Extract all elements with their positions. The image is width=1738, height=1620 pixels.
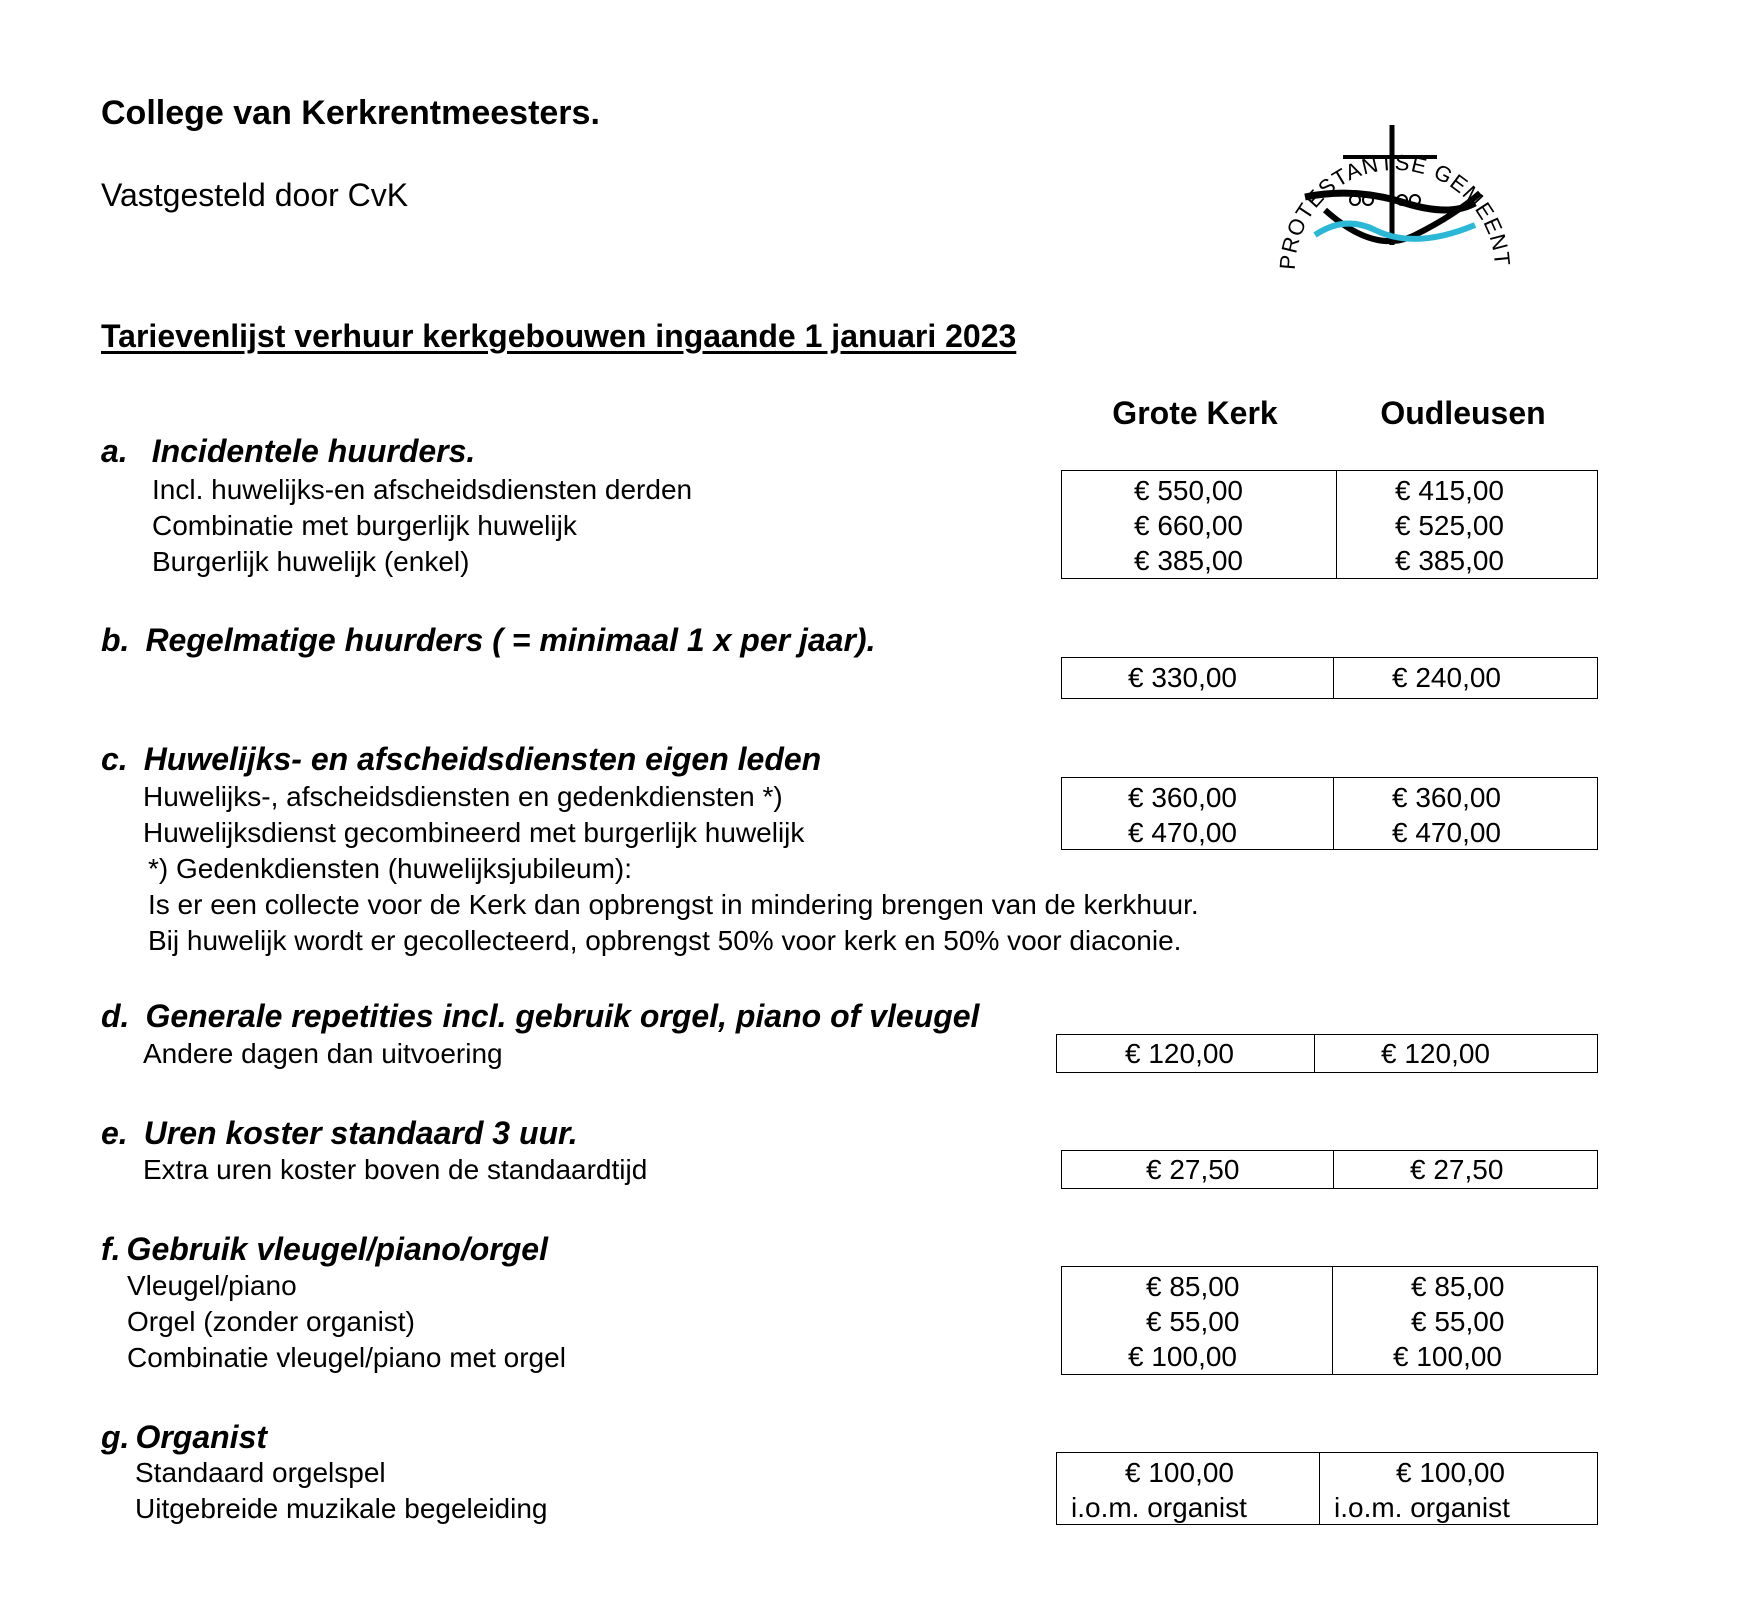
price-cell: € 100,00 [1128,1341,1237,1372]
section-d-price-box [1056,1034,1598,1073]
row-label: Burgerlijk huwelijk (enkel) [152,546,470,577]
price-cell: € 660,00 [1134,510,1243,541]
section-title: Incidentele huurders. [151,433,476,469]
section-letter: b. [101,622,130,658]
price-cell: € 120,00 [1125,1038,1234,1069]
oudleusen-prices [1336,471,1597,578]
oudleusen-prices [1332,1267,1597,1374]
section-a-price-box [1061,470,1598,579]
footnote-line: Is er een collecte voor de Kerk dan opbrengst in mindering brengen van de kerkhuur. [148,889,1199,920]
column-header-oudleusen: Oudleusen [1380,395,1546,431]
section-d-heading [101,998,979,1035]
section-c-price-box [1061,777,1598,850]
footnote-line: Bij huwelijk wordt er gecollecteerd, opbrengst 50% voor kerk en 50% voor diaconie. [148,925,1182,956]
grote-kerk-prices [1062,658,1333,698]
row-label: Huwelijksdienst gecombineerd met burgerlijk huwelijk [143,817,805,848]
section-letter: c. [101,741,128,777]
section-a-labels [152,472,692,580]
grote-kerk-prices [1062,471,1336,578]
price-cell: € 360,00 [1128,782,1237,813]
svg-text:PROTESTANTSE GEMEENTE TE DALFS: PROTESTANTSE GEMEENT [1274,149,1516,271]
price-cell: € 100,00 [1393,1341,1502,1372]
section-title: Organist [135,1419,268,1455]
price-cell: € 100,00 [1125,1457,1234,1488]
price-cell: i.o.m. organist [1334,1492,1510,1523]
price-cell: € 55,00 [1411,1306,1505,1337]
price-cell: € 240,00 [1392,662,1501,693]
section-letter: g. [101,1419,130,1455]
oudleusen-prices [1319,1453,1597,1524]
church-logo-icon [1265,85,1530,285]
price-cell: € 27,50 [1410,1154,1504,1185]
section-title: Gebruik vleugel/piano/orgel [126,1231,548,1267]
section-a-heading [101,433,475,470]
section-title: Uren koster standaard 3 uur. [143,1115,578,1151]
section-g-labels [135,1455,547,1527]
price-cell: € 360,00 [1392,782,1501,813]
section-c-notes [148,851,1199,959]
row-label: Vleugel/piano [127,1270,297,1301]
price-cell: € 470,00 [1128,817,1237,848]
row-label: Uitgebreide muzikale begeleiding [135,1493,548,1524]
row-label: Orgel (zonder organist) [127,1306,415,1337]
price-cell: € 100,00 [1396,1457,1505,1488]
section-f-price-box [1061,1266,1598,1375]
section-letter: e. [101,1115,128,1151]
section-g-heading [101,1419,267,1456]
section-title: Regelmatige huurders ( = minimaal 1 x per jaar). [145,622,876,658]
price-cell: € 415,00 [1395,475,1504,506]
price-cell: € 330,00 [1128,662,1237,693]
oudleusen-prices [1333,1151,1597,1188]
grote-kerk-prices [1062,1151,1333,1188]
row-label: Standaard orgelspel [135,1457,386,1488]
section-letter: d. [101,998,130,1034]
section-e-heading [101,1115,578,1152]
price-cell: € 120,00 [1381,1038,1490,1069]
oudleusen-prices [1333,658,1597,698]
section-e-labels [143,1152,647,1188]
row-label: Combinatie vleugel/piano met orgel [127,1342,566,1373]
grote-kerk-prices [1062,778,1333,849]
document-title: Tarievenlijst verhuur kerkgebouwen ingaande 1 januari 2023 [101,318,1017,354]
section-d-labels [143,1036,503,1072]
oudleusen-prices [1333,778,1597,849]
row-label: Andere dagen dan uitvoering [143,1038,503,1069]
section-f-heading [101,1231,548,1268]
section-title: Generale repetities incl. gebruik orgel, piano of vleugel [145,998,980,1034]
section-c-labels [143,779,804,851]
price-cell: € 385,00 [1395,545,1504,576]
section-b-price-box [1061,657,1598,699]
price-cell: € 385,00 [1134,545,1243,576]
section-c-heading [101,741,821,778]
price-cell: € 525,00 [1395,510,1504,541]
oudleusen-prices [1314,1035,1597,1072]
price-cell: € 470,00 [1392,817,1501,848]
row-label: Huwelijks-, afscheidsdiensten en gedenkdiensten *) [143,781,783,812]
price-cell: € 550,00 [1134,475,1243,506]
grote-kerk-prices [1057,1453,1319,1524]
price-cell: i.o.m. organist [1071,1492,1247,1523]
organization-title: College van Kerkrentmeesters. [101,94,600,132]
section-title: Huwelijks- en afscheidsdiensten eigen leden [143,741,822,777]
price-cell: € 27,50 [1146,1154,1240,1185]
section-letter: f. [101,1231,121,1267]
section-g-price-box [1056,1452,1598,1525]
section-e-price-box [1061,1150,1598,1189]
column-header-grote-kerk: Grote Kerk [1112,395,1278,431]
row-label: Extra uren koster boven de standaardtijd [143,1154,648,1185]
footnote-line: *) Gedenkdiensten (huwelijksjubileum): [148,853,633,884]
section-f-labels [127,1268,566,1376]
row-label: Combinatie met burgerlijk huwelijk [152,510,577,541]
price-cell: € 55,00 [1146,1306,1240,1337]
section-b-heading [101,622,875,659]
approved-by-line: Vastgesteld door CvK [101,177,409,213]
row-label: Incl. huwelijks-en afscheidsdiensten derden [152,474,693,505]
section-letter: a. [101,433,128,469]
grote-kerk-prices [1057,1035,1314,1072]
price-cell: € 85,00 [1411,1271,1505,1302]
grote-kerk-prices [1062,1267,1332,1374]
price-cell: € 85,00 [1146,1271,1240,1302]
